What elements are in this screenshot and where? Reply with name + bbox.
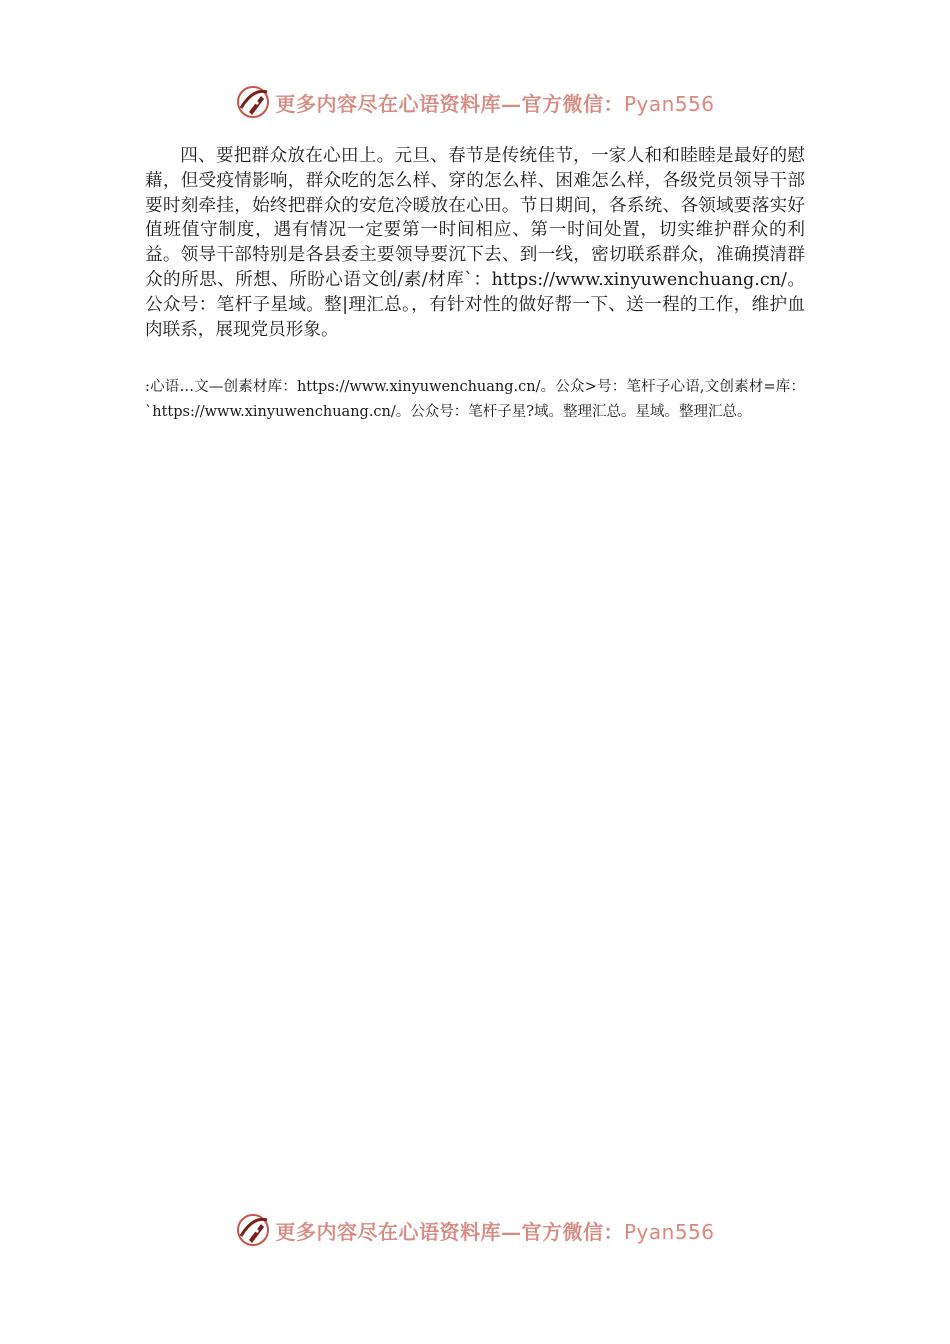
banner-text-cjk: 更多内容尽在心语资料库—官方微信： [275,91,624,116]
pen-nib-logo-icon [235,84,271,120]
main-paragraph: 四、要把群众放在心田上。元旦、春节是传统佳节，一家人和和睦睦是最好的慰藉，但受疫情影响，群众吃的怎么样、穿的怎么样、困难怎么样，各级党员领导干部要时刻牵挂，始终把群众的安危冷暖放在心田。节日期间，各系统、各领域要落实好值班值守制度，遇有情况一定要第一时间相应、第一时间处置，切实维护群众的利益。领导干部特别是各县委主要领导要沉下去、到一线，密切联系群众，准确摸清群众的所思、所想、所盼心语文创/素/材库`：https://www.xinyuwenchuang.cn/。公众号：笔杆子星域。整|理汇总。，有针对性的做好帮一下、送一程的工作，维护血肉联系，展现党员形象。 [145,146,805,340]
banner-text-wechat-id: Pyan556 [623,91,715,116]
banner-text-wechat-id: Pyan556 [623,1219,715,1244]
banner-text [275,88,714,117]
banner-text-cjk: 更多内容尽在心语资料库—官方微信： [275,1219,624,1244]
footer-banner [0,1208,950,1252]
header-banner [0,80,950,124]
banner-text [275,1216,714,1245]
pen-nib-logo-icon [235,1212,271,1248]
note-paragraph: :心语…文—创素材库：https://www.xinyuwenchuang.cn/。公众>号：笔杆子心语,文创素材=库：`https://www.xinyuwenchuang.cn/。公众号：笔杆子星?域。整理汇总。星域。整理汇总。 [145,379,805,420]
